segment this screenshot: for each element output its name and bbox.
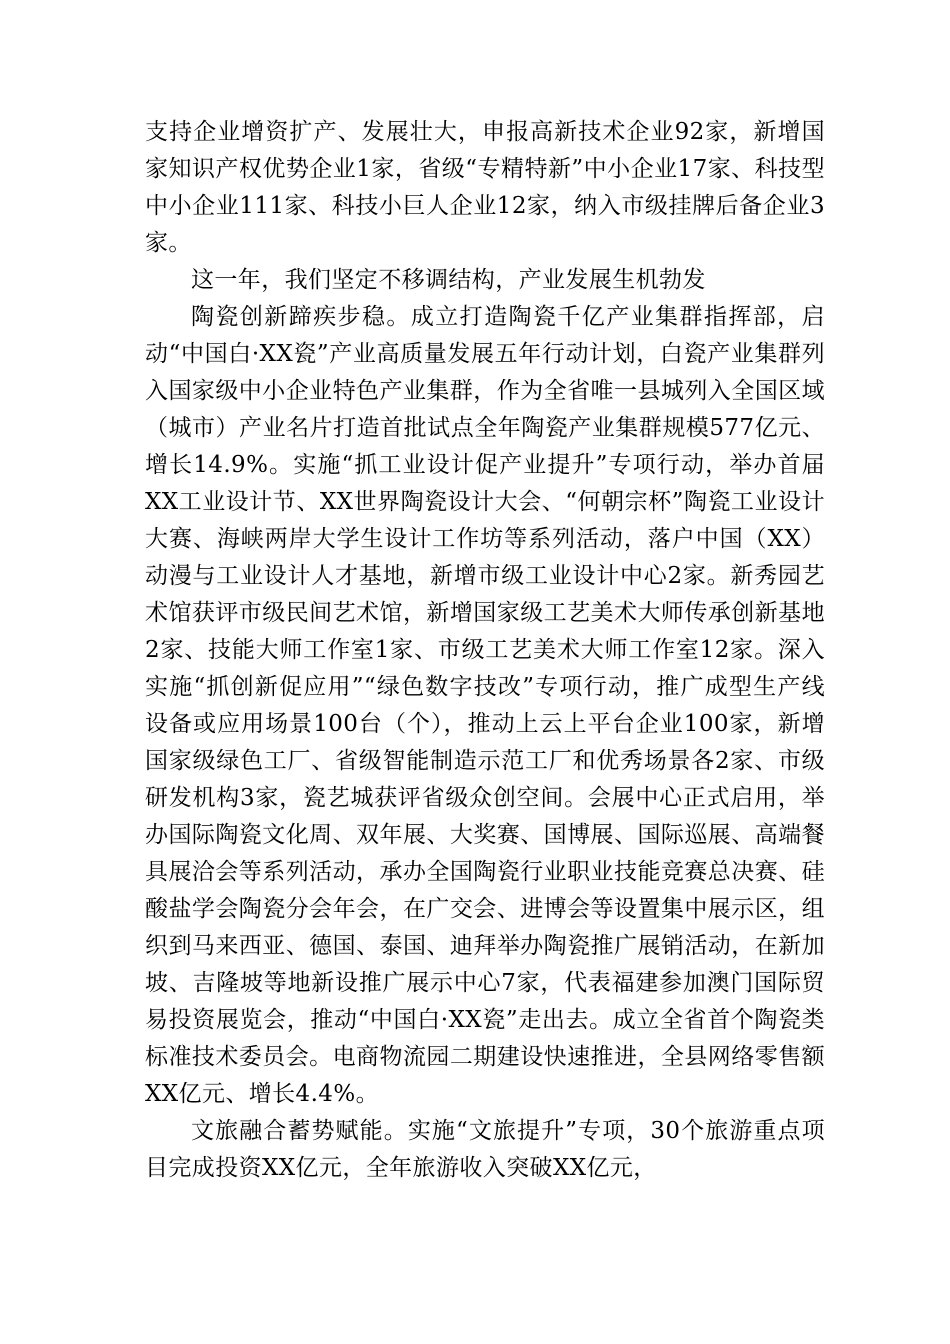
section-heading: 这一年，我们坚定不移调结构，产业发展生机勃发 [191, 267, 706, 293]
paragraph-continuation: 支持企业增资扩产、发展壮大，申报高新技术企业92家，新增国家知识产权优势企业1家，省级“专精特新”中小企业17家、科技型中小企业111家、科技小巨人企业12家，纳入市级挂牌后备企业3家。 [145, 119, 825, 256]
paragraph-ceramics: 陶瓷创新蹄疾步稳。成立打造陶瓷千亿产业集群指挥部，启动“中国白·XX瓷”产业高质量发展五年行动计划，白瓷产业集群列入国家级中小企业特色产业集群，作为全省唯一县城列入全国区域（城市）产业名片打造首批试点全年陶瓷产业集群规模577亿元、增长14.9%。实施“抓工业设计促产业提升”专项行动，举办首届XX工业设计节、XX世界陶瓷设计大会、“何朝宗杯”陶瓷工业设计大赛、海峡两岸大学生设计工作坊等系列活动，落户中国（XX）动漫与工业设计人才基地，新增市级工业设计中心2家。新秀园艺术馆获评市级民间艺术馆，新增国家级工艺美术大师传承创新基地2家、技能大师工作室1家、市级工艺美术大师工作室12家。深入实施“抓创新促应用”“绿色数字技改”专项行动，推广成型生产线设备或应用场景100台（个），推动上云上平台企业100家，新增国家级绿色工厂、省级智能制造示范工厂和优秀场景各2家、市级研发机构3家，瓷艺城获评省级众创空间。会展中心正式启用，举办国际陶瓷文化周、双年展、大奖赛、国博展、国际巡展、高端餐具展洽会等系列活动，承办全国陶瓷行业职业技能竞赛总决赛、硅酸盐学会陶瓷分会年会，在广交会、进博会等设置集中展示区，组织到马来西亚、德国、泰国、迪拜举办陶瓷推广展销活动，在新加坡、吉隆坡等地新设推广展示中心7家，代表福建参加澳门国际贸易投资展览会，推动“中国白·XX瓷”走出去。成立全省首个陶瓷类标准技术委员会。电商物流园二期建设快速推进，全县网络零售额XX亿元、增长4.4%。 [145, 304, 825, 1107]
paragraph-culture-tourism: 文旅融合蓄势赋能。实施“文旅提升”专项，30个旅游重点项目完成投资XX亿元，全年旅游收入突破XX亿元， [145, 1118, 825, 1181]
document-body [145, 114, 825, 1187]
